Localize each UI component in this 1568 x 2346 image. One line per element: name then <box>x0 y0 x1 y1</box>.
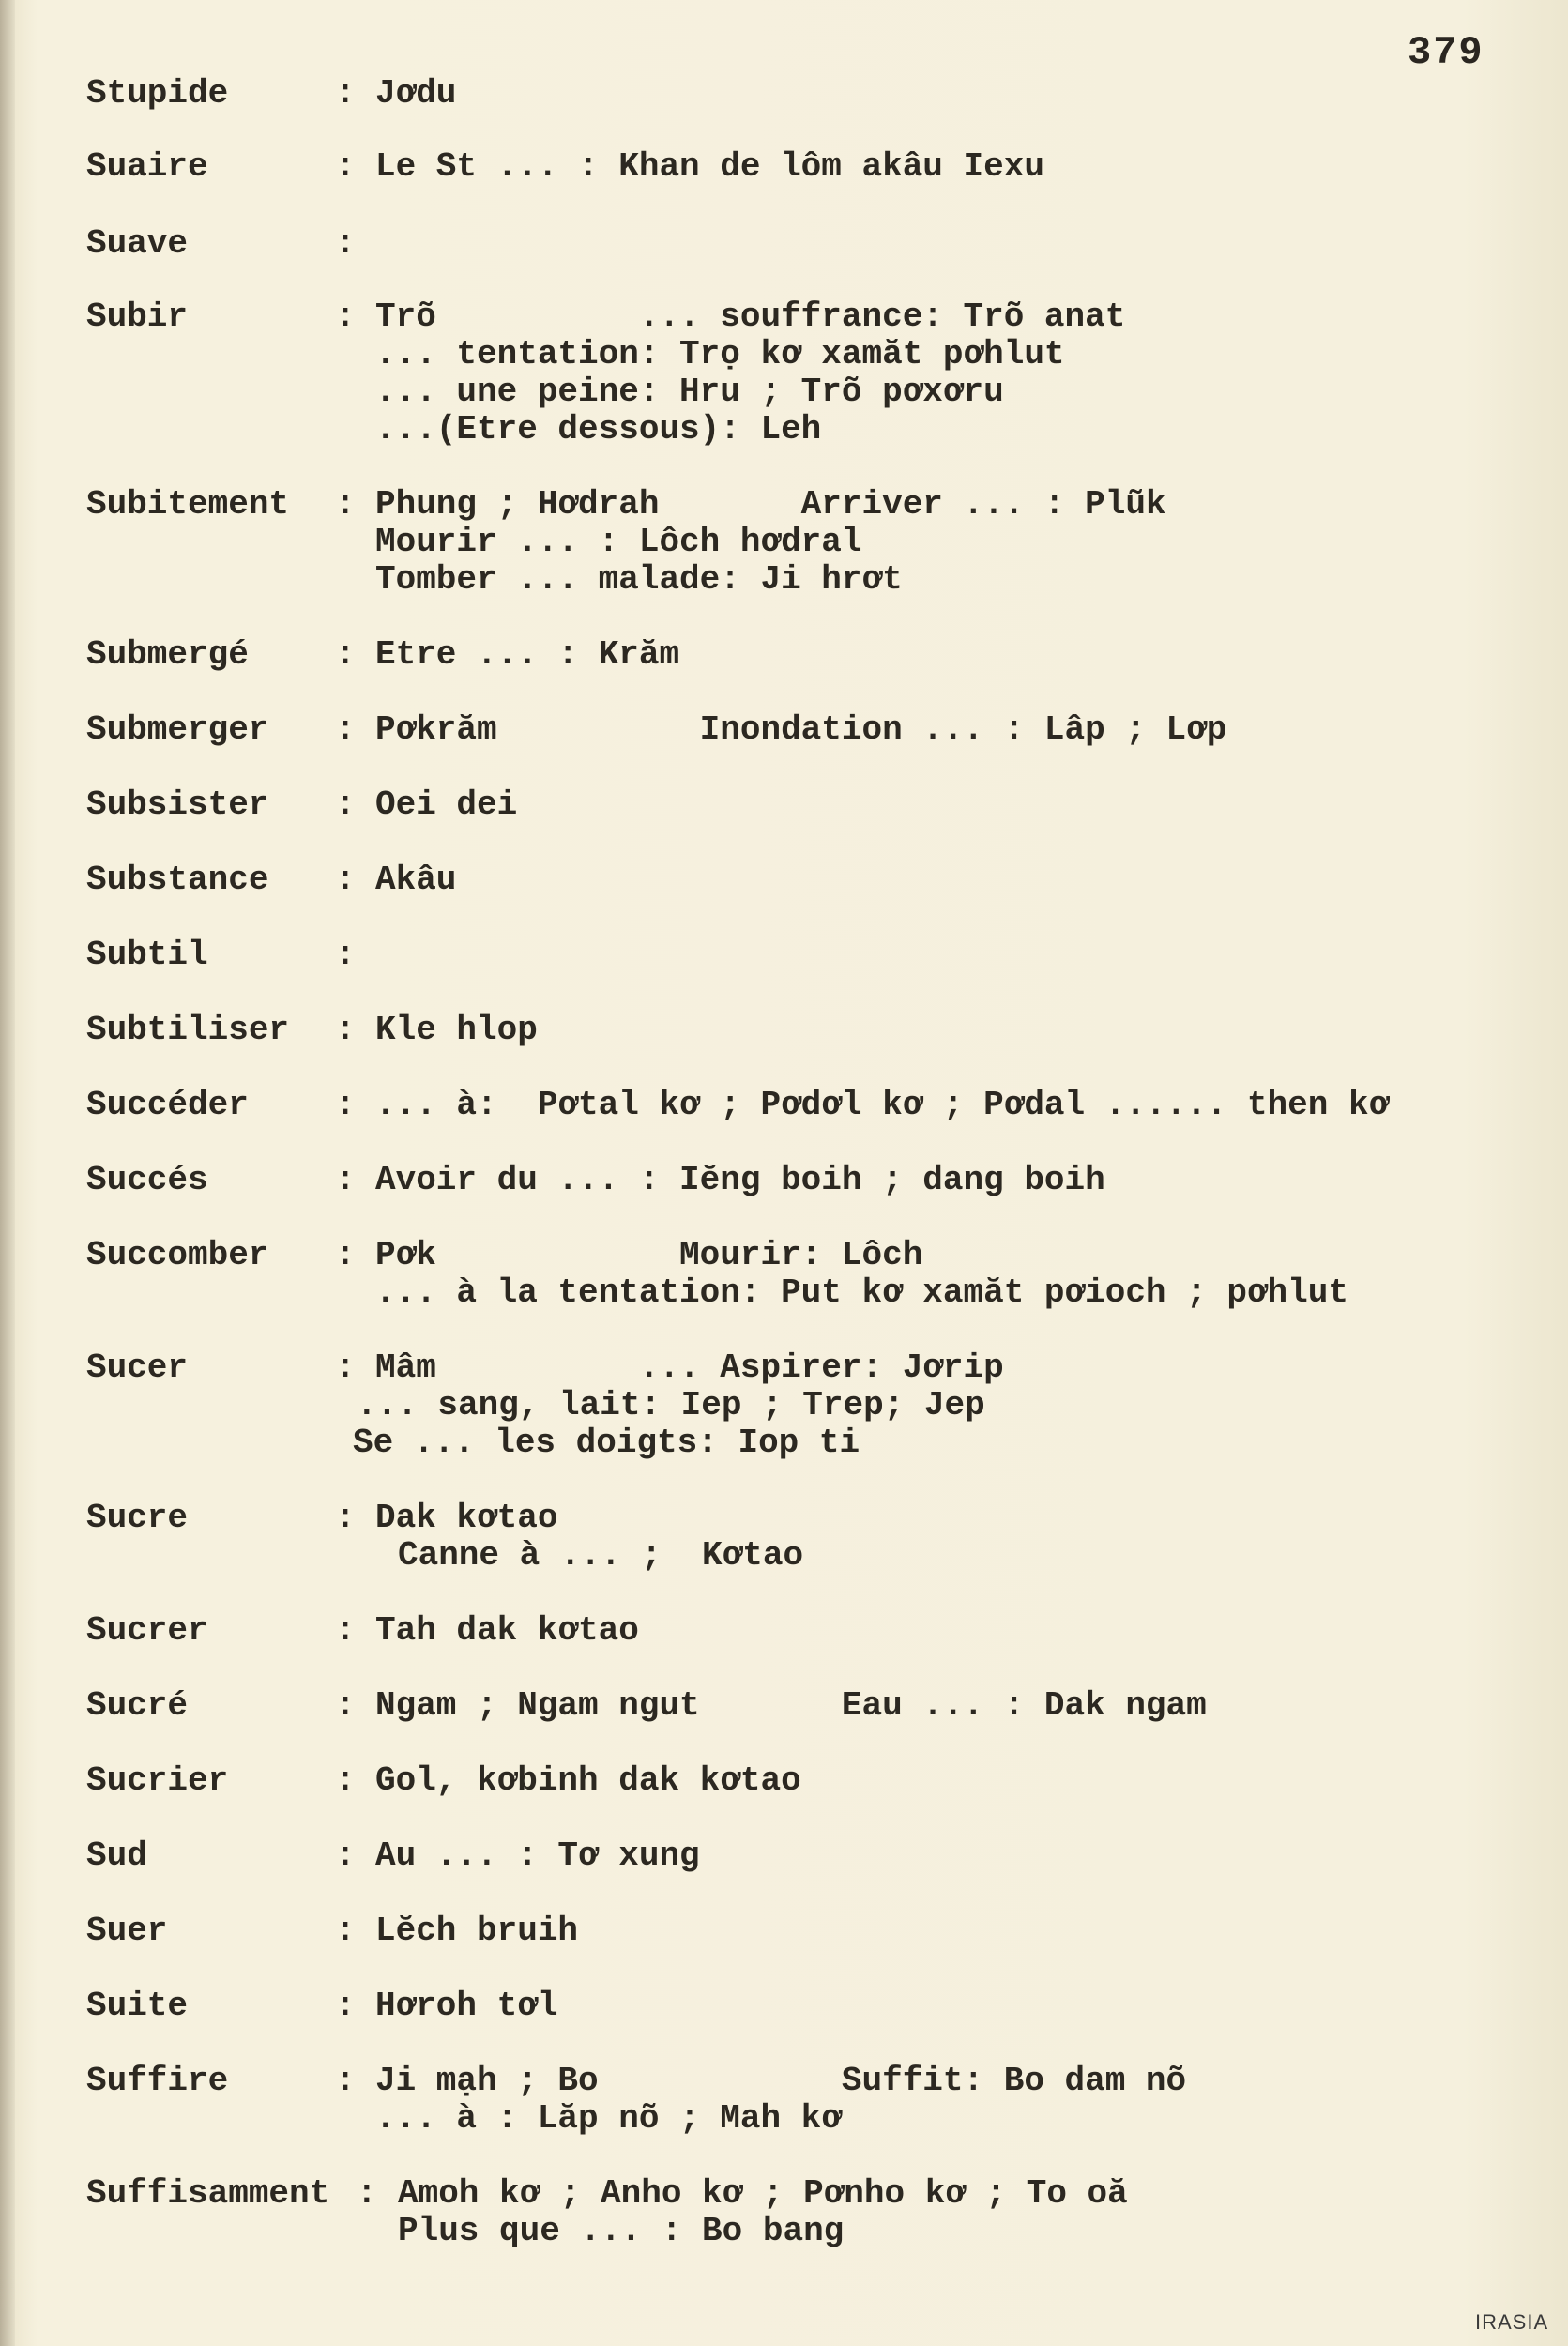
page-number: 379 <box>1408 30 1484 75</box>
entry-definition: Akâu <box>375 861 457 899</box>
entry-colon: : <box>335 1987 356 2025</box>
entry-term: Sucrer <box>86 1611 208 1650</box>
entry-definition: Gol, kơbinh dak kơtao <box>375 1761 801 1800</box>
entry-colon: : <box>335 1086 356 1124</box>
entry-colon: : <box>335 1686 356 1725</box>
entry-term: Suave <box>86 224 189 263</box>
entry-colon: : <box>335 710 356 749</box>
entry-colon: : <box>335 1348 356 1387</box>
entry-definition: Amoh kơ ; Anho kơ ; Pơnho kơ ; To oă <box>398 2174 1128 2213</box>
entry-definition: Phung ; Hơdrah Arriver ... : Plũk <box>375 485 1166 524</box>
entry-term: Substance <box>86 861 269 899</box>
entry-term: Submerger <box>86 710 269 749</box>
entry-definition: Etre ... : Krăm <box>375 635 680 674</box>
entry-subline: Plus que ... : Bo bang <box>398 2212 845 2250</box>
entry-term: Succés <box>86 1161 208 1199</box>
entry-subline: ... tentation: Trọ kơ xamăt pơhlut <box>375 335 1065 373</box>
entry-colon: : <box>357 2174 377 2213</box>
entry-colon: : <box>335 224 356 263</box>
entry-definition: Hơroh tơl <box>375 1987 558 2025</box>
entry-colon: : <box>335 1912 356 1950</box>
entry-definition: Kle hlop <box>375 1011 538 1049</box>
entry-colon: : <box>335 1236 356 1274</box>
entry-colon: : <box>335 785 356 824</box>
entry-term: Succomber <box>86 1236 269 1274</box>
entry-definition: Ngam ; Ngam ngut Eau ... : Dak ngam <box>375 1686 1207 1725</box>
entry-definition: Oei dei <box>375 785 518 824</box>
entry-colon: : <box>335 74 356 113</box>
entry-term: Sucré <box>86 1686 189 1725</box>
entry-term: Subtiliser <box>86 1011 290 1049</box>
entry-term: Subir <box>86 297 189 336</box>
entry-term: Suffisamment <box>86 2174 330 2213</box>
entry-colon: : <box>335 1161 356 1199</box>
entry-term: Succéder <box>86 1086 249 1124</box>
entry-definition: Dak kơtao <box>375 1499 558 1537</box>
entry-term: Submergé <box>86 635 249 674</box>
entry-term: Subitement <box>86 485 290 524</box>
entry-definition: ... à: Pơtal kơ ; Pơdơl kơ ; Pơdal ...... then kơ <box>375 1086 1390 1124</box>
entry-term: Sucre <box>86 1499 189 1537</box>
entry-subline: ... à : Lăp nõ ; Mah kơ <box>375 2099 842 2138</box>
entry-colon: : <box>335 861 356 899</box>
entry-definition: Jơdu <box>375 74 457 113</box>
archive-watermark: IRASIA <box>1475 2310 1549 2334</box>
entry-colon: : <box>335 1499 356 1537</box>
entry-colon: : <box>335 147 356 186</box>
entry-definition: Le St ... : Khan de lôm akâu Iexu <box>375 147 1044 186</box>
entry-subline: Canne à ... ; Kơtao <box>398 1536 804 1575</box>
entry-definition: Avoir du ... : Iĕng boih ; dang boih <box>375 1161 1105 1199</box>
entry-term: Subtil <box>86 936 208 974</box>
entry-colon: : <box>335 2062 356 2100</box>
entry-term: Suaire <box>86 147 208 186</box>
entry-term: Suite <box>86 1987 189 2025</box>
entry-subline: Se ... les doigts: Iop ti <box>353 1424 860 1462</box>
entry-definition: Au ... : Tơ xung <box>375 1836 700 1875</box>
entry-subline: Tomber ... malade: Ji hrơt <box>375 560 903 599</box>
entry-colon: : <box>335 485 356 524</box>
entry-subline: ... à la tentation: Put kơ xamăt pơioch ; pơhlut <box>375 1273 1348 1312</box>
entry-term: Stupide <box>86 74 229 113</box>
entry-term: Sucer <box>86 1348 189 1387</box>
entry-definition: Lĕch bruih <box>375 1912 579 1950</box>
entry-subline: ... sang, lait: Iep ; Trep; Jep <box>357 1386 985 1424</box>
entry-definition: Trõ ... souffrance: Trõ anat <box>375 297 1126 336</box>
entry-definition: Mâm ... Aspirer: Jơrip <box>375 1348 1004 1387</box>
entry-colon: : <box>335 1611 356 1650</box>
entry-definition: Pơk Mourir: Lôch <box>375 1236 923 1274</box>
entry-definition: Tah dak kơtao <box>375 1611 639 1650</box>
entry-definition: Pơkrăm Inondation ... : Lâp ; Lơp <box>375 710 1227 749</box>
entry-subline: ... une peine: Hru ; Trõ pơxơru <box>375 373 1004 411</box>
entry-subline: Mourir ... : Lôch hơdral <box>375 523 862 561</box>
entry-colon: : <box>335 297 356 336</box>
entry-term: Sucrier <box>86 1761 229 1800</box>
entry-subline: ...(Etre dessous): Leh <box>375 410 822 449</box>
entry-colon: : <box>335 635 356 674</box>
entry-definition: Ji mạh ; Bo Suffit: Bo dam nõ <box>375 2062 1187 2100</box>
entry-colon: : <box>335 936 356 974</box>
entry-colon: : <box>335 1011 356 1049</box>
entry-term: Sud <box>86 1836 147 1875</box>
entry-colon: : <box>335 1761 356 1800</box>
entry-colon: : <box>335 1836 356 1875</box>
entry-term: Suer <box>86 1912 168 1950</box>
entry-term: Suffire <box>86 2062 229 2100</box>
entry-term: Subsister <box>86 785 269 824</box>
